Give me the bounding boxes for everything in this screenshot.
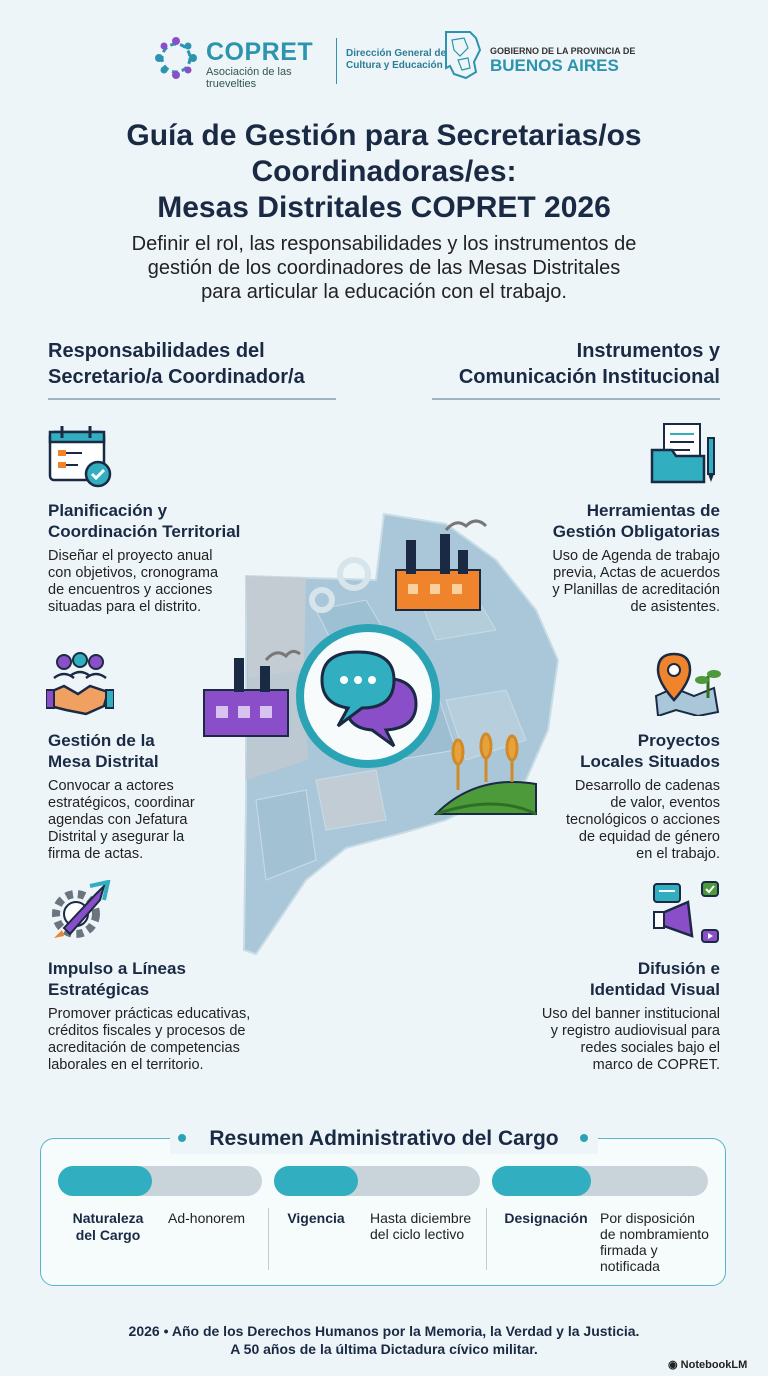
planning-item [48, 500, 268, 616]
tools-text-line: de asistentes. [630, 599, 720, 615]
right-heading-line-1: Instrumentos y [576, 340, 720, 362]
diffusion-text-line: Uso del banner institucional [541, 1006, 720, 1022]
title-line-2: Coordinadoras/es: [251, 155, 517, 188]
summary-bar-fill-3 [492, 1166, 591, 1196]
map-pin-plant-icon [654, 652, 722, 716]
summary-bar-3 [492, 1166, 708, 1196]
mesa-text [48, 778, 268, 863]
summary-title: Resumen Administrativo del Cargo [209, 1127, 559, 1150]
diffusion-title-2: Identidad Visual [589, 980, 720, 999]
dgce-line-2: Cultura y Educación [346, 60, 443, 71]
planning-title-2: Coordinación Territorial [48, 522, 241, 541]
tools-text-line: previa, Actas de acuerdos [553, 565, 720, 581]
projects-text-line: en el trabajo. [636, 846, 720, 862]
strategic-text-line: laborales en el territorio. [48, 1057, 204, 1073]
footer-line-1: 2026 • Año de los Derechos Humanos por la Memoria, la Verdad y la Justicia. [128, 1323, 640, 1339]
summary-value-1-line: Ad-honorem [168, 1210, 246, 1226]
projects-title-2: Locales Situados [580, 752, 720, 771]
tools-item [510, 500, 720, 616]
summary-label-1-line: del Cargo [75, 1227, 141, 1243]
summary-separator-1 [268, 1208, 269, 1270]
planning-text-line: con objetivos, cronograma [48, 565, 219, 581]
planning-title-1: Planificación y [48, 501, 168, 520]
summary-value-2-line: Hasta diciembre [370, 1210, 472, 1226]
copret-subtitle: Asociación de las truevelties [206, 66, 292, 90]
subtitle-line-3: para articular la educación con el trabajo. [201, 281, 567, 303]
projects-text-line: de equidad de género [578, 829, 720, 845]
copret-logo [152, 34, 332, 88]
summary-bar-fill-1 [58, 1166, 152, 1196]
strategic-title-1: Impulso a Líneas [48, 959, 186, 978]
right-heading-line-2: Comunicación Institucional [458, 366, 720, 388]
tools-text-line: y Planillas de acreditación [552, 582, 720, 598]
mesa-text-line: firma de actas. [48, 846, 144, 862]
diffusion-item [490, 958, 720, 1074]
diffusion-text-line: redes sociales bajo el [580, 1040, 720, 1056]
diffusion-text-line: marco de COPRET. [592, 1057, 720, 1073]
mesa-title-1: Gestión de la [48, 731, 155, 750]
summary-value-2-line: del ciclo lectivo [370, 1226, 465, 1242]
summary-label-2-line: Vigencia [287, 1210, 345, 1226]
summary-label-1-line: Naturaleza [72, 1210, 144, 1226]
projects-item [510, 730, 720, 863]
strategic-item [48, 958, 278, 1074]
summary-value-3-line: notificada [600, 1258, 660, 1274]
diffusion-title-1: Difusión e [637, 959, 720, 978]
summary-value-3 [600, 1210, 716, 1274]
gear-rocket-icon [46, 880, 114, 944]
strategic-text-line: Promover prácticas educativas, [48, 1006, 251, 1022]
megaphone-icon [652, 880, 720, 944]
summary-value-3-line: Por disposición [600, 1210, 695, 1226]
notebooklm-logo-icon: ◉ [668, 1359, 681, 1371]
mesa-text-line: Distrital y asegurar la [48, 829, 185, 845]
projects-title-1: Proyectos [637, 731, 720, 750]
folder-documents-icon [650, 420, 718, 484]
summary-label-3-line: Designación [504, 1210, 588, 1226]
strategic-title-2: Estratégicas [48, 980, 150, 999]
projects-text-line: Desarrollo de cadenas [574, 778, 720, 794]
pba-name: BUENOS AIRES [490, 56, 619, 75]
summary-value-3-line: firmada y [600, 1242, 658, 1258]
summary-separator-2 [486, 1208, 487, 1270]
copret-people-icon [152, 34, 200, 82]
copret-name: COPRET [206, 38, 314, 66]
tools-title-2: Gestión Obligatorias [552, 522, 720, 541]
planning-text [48, 548, 268, 616]
summary-label-1 [58, 1210, 158, 1244]
left-heading-rule [48, 398, 336, 400]
calendar-planning-icon [48, 424, 116, 488]
mesa-title-2: Mesa Distrital [48, 752, 159, 771]
strategic-text [48, 1006, 278, 1074]
chat-bubbles-icon [300, 628, 436, 764]
strategic-text-line: créditos fiscales y procesos de [48, 1023, 246, 1039]
mesa-text-line: Convocar a actores [48, 778, 174, 794]
summary-bar-1 [58, 1166, 262, 1196]
left-heading-line-1: Responsabilidades del [48, 340, 265, 362]
mesa-item [48, 730, 268, 863]
strategic-text-line: acreditación de competencias [48, 1040, 240, 1056]
planning-text-line: de encuentros y acciones [48, 582, 213, 598]
mesa-text-line: agendas con Jefatura [48, 812, 188, 828]
summary-value-3-line: de nombramiento [600, 1226, 709, 1242]
summary-bar-fill-2 [274, 1166, 358, 1196]
tools-text [510, 548, 720, 616]
subtitle-line-1: Definir el rol, las responsabilidades y los instrumentos de [131, 233, 637, 255]
summary-dot-right [580, 1134, 588, 1142]
summary-label-2 [278, 1210, 354, 1227]
province-map-logo-icon [440, 28, 484, 82]
header-divider [336, 38, 337, 84]
summary-dot-left [178, 1134, 186, 1142]
planning-text-line: Diseñar el proyecto anual [48, 548, 213, 564]
dgce-logo [346, 48, 446, 72]
footer [0, 1322, 768, 1358]
title-line-1: Guía de Gestión para Secretarias/os [126, 119, 642, 152]
projects-text-line: tecnológicos o acciones [566, 812, 720, 828]
left-column-heading [48, 338, 348, 400]
mesa-text-line: estratégicos, coordinar [48, 795, 195, 811]
notebooklm-watermark [668, 1358, 747, 1371]
notebooklm-label: NotebookLM [680, 1359, 748, 1371]
tools-text-line: Uso de Agenda de trabajo [552, 548, 720, 564]
title-line-3: Mesas Distritales COPRET 2026 [157, 191, 611, 224]
pba-government-label: GOBIERNO DE LA PROVINCIA DE [490, 46, 636, 56]
summary-value-1 [168, 1210, 264, 1226]
right-column-heading [420, 338, 720, 400]
page-title [0, 118, 768, 226]
summary-bar-2 [274, 1166, 480, 1196]
summary-title-wrap [170, 1124, 598, 1154]
right-heading-rule [432, 398, 720, 400]
left-heading-line-2: Secretario/a Coordinador/a [48, 366, 305, 388]
diffusion-text-line: y registro audiovisual para [550, 1023, 720, 1039]
planning-text-line: situadas para el distrito. [48, 599, 202, 615]
dgce-line-1: Dirección General de [346, 48, 447, 59]
tools-title-1: Herramientas de [586, 501, 720, 520]
projects-text [510, 778, 720, 863]
subtitle-line-2: gestión de los coordinadores de las Mesas Distritales [147, 257, 621, 279]
page-subtitle [60, 232, 708, 304]
diffusion-text [490, 1006, 720, 1074]
projects-text-line: de valor, eventos [610, 795, 720, 811]
handshake-team-icon [46, 652, 114, 716]
summary-label-3 [500, 1210, 592, 1227]
footer-line-2: A 50 años de la última Dictadura cívico militar. [230, 1341, 538, 1357]
summary-value-2 [370, 1210, 480, 1242]
